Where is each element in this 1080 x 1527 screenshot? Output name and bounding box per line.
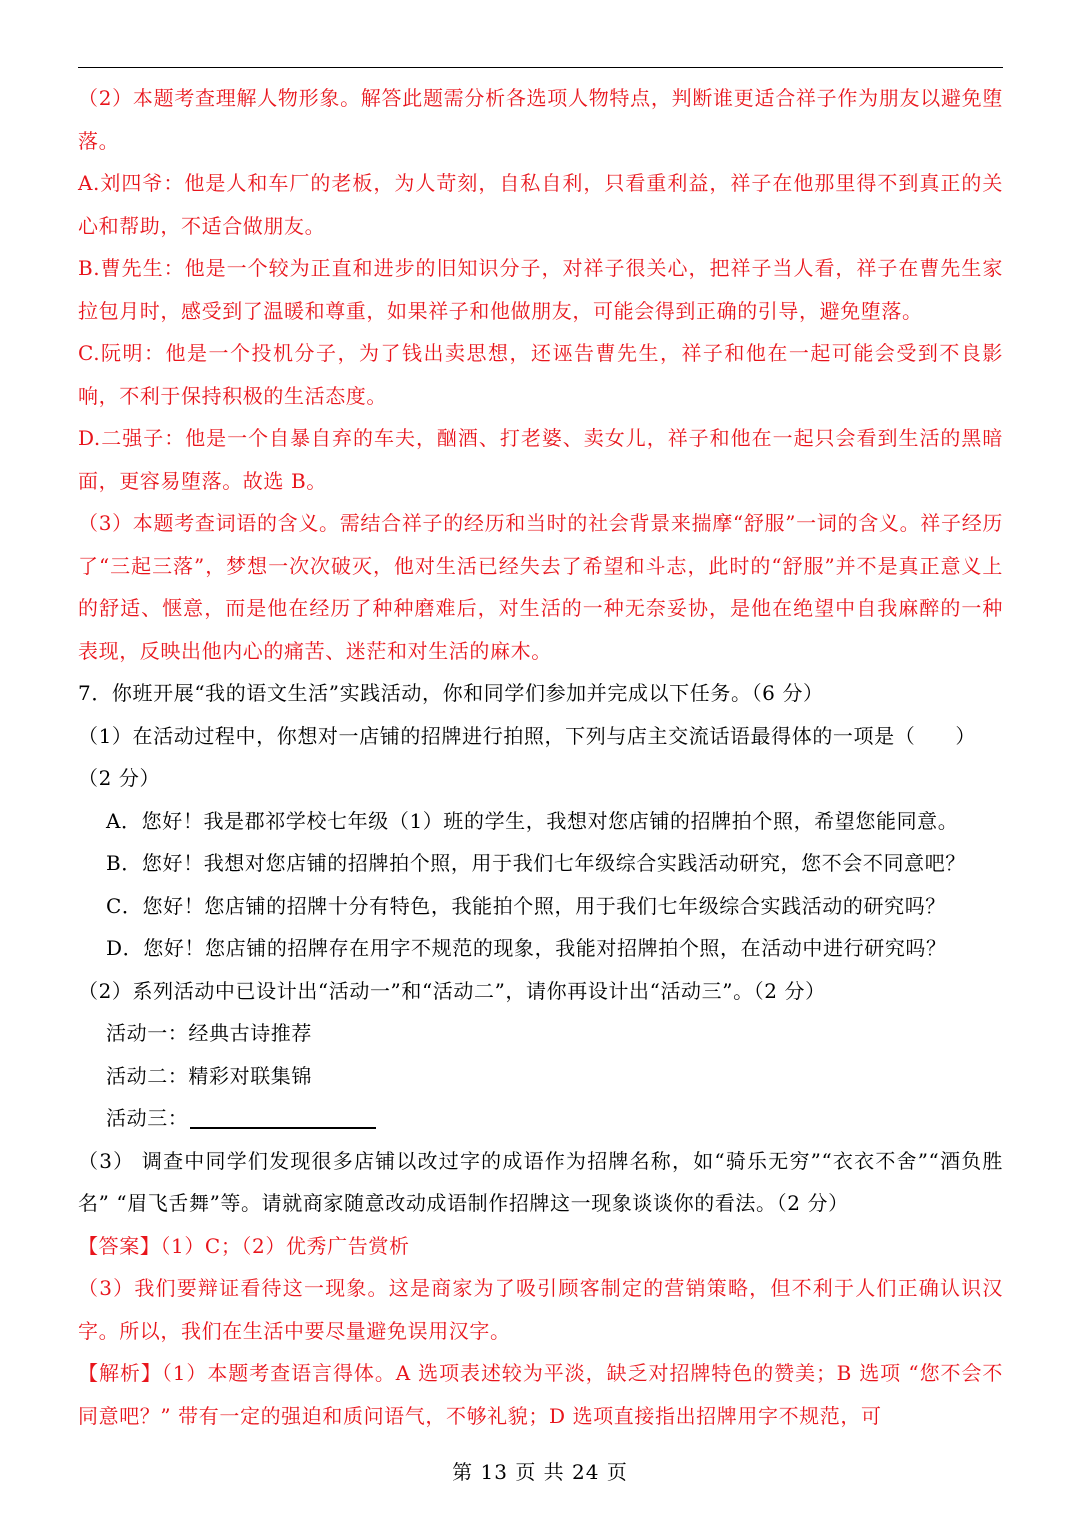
analysis-paragraph bbox=[78, 1352, 1003, 1437]
q2-option-b-explanation: B.曹先生：他是一个较为正直和进步的旧知识分子，对祥子很关心，把祥子当人看，祥子在曹先生家拉包月时，感受到了温暖和尊重，如果祥子和他做朋友，可能会得到正确的引导，避免堕落。 bbox=[78, 256, 1003, 323]
question-7-sub1-score: （2 分） bbox=[78, 766, 161, 790]
q3-explanation: （3）本题考查词语的含义。需结合祥子的经历和当时的社会背景来揣摩“舒服”一词的含义。祥子经历了“三起三落”，梦想一次次破灭，他对生活已经失去了希望和斗志，此时的“舒服”并不是真正意义上的舒适、惬意，而是他在经历了种种磨难后，对生活的一种无奈妥协，是他在绝望中自我麻醉的一种表现，反映出他内心的痛苦、迷茫和对生活的麻木。 bbox=[78, 511, 1003, 663]
answer-text: （1）C；（2）优秀广告赏析 bbox=[160, 1233, 410, 1258]
option-d: D．您好！您店铺的招牌存在用字不规范的现象，我能对招牌拍个照，在活动中进行研究吗？ bbox=[106, 936, 947, 960]
answer-label: 【答案】 bbox=[78, 1233, 161, 1258]
analysis-label: 【解析】 bbox=[78, 1361, 162, 1385]
analysis-text: （1）本题考查语言得体。A 选项表述较为平淡，缺乏对招牌特色的赞美；B 选项 “您不会不同意吧？” 带有一定的强迫和质问语气，不够礼貌；D 选项直接指出招牌用字不规范，可 bbox=[78, 1361, 1004, 1428]
answer-line bbox=[78, 1225, 1003, 1268]
option-c: C．您好！您店铺的招牌十分有特色，我能拍个照，用于我们七年级综合实践活动的研究吗？ bbox=[106, 893, 946, 918]
activity-3-blank bbox=[190, 1126, 376, 1129]
question-7-sub1 bbox=[78, 715, 1003, 758]
answer-sub3: （3）我们要辩证看待这一现象。这是商家为了吸引顾客制定的营销策略，但不利于人们正确认识汉字。所以，我们在生活中要尽量避免误用汉字。 bbox=[78, 1276, 1003, 1343]
activity-3-label: 活动三： bbox=[106, 1106, 189, 1130]
sub1-text: （1）在活动过程中，你想对一店铺的招牌进行拍照，下列与店主交流话语最得体的一项是（ bbox=[78, 723, 916, 748]
activity-2: 活动二：精彩对联集锦 bbox=[106, 1063, 312, 1088]
question-7-sub2: （2）系列活动中已设计出“活动一”和“活动二”，请你再设计出“活动三”。（2 分） bbox=[78, 978, 826, 1003]
question-7-sub3: （3） 调查中同学们发现很多店铺以改过字的成语作为招牌名称，如“骑乐无穷”“衣衣不舍”“酒负胜名” “眉飞舌舞”等。请就商家随意改动成语制作招牌这一现象谈谈你的看法。（2 分） bbox=[78, 1148, 1003, 1215]
page-footer: 第 13 页 共 24 页 bbox=[452, 1460, 628, 1484]
option-b: B．您好！我想对您店铺的招牌拍个照，用于我们七年级综合实践活动研究，您不会不同意吧？ bbox=[106, 851, 966, 875]
option-a: A．您好！我是郡祁学校七年级（1）班的学生，我想对您店铺的招牌拍个照，希望您能同意。 bbox=[106, 808, 959, 833]
q2-option-a-explanation: A.刘四爷：他是人和车厂的老板，为人苛刻，自私自利，只看重利益，祥子在他那里得不到真正的关心和帮助，不适合做朋友。 bbox=[78, 171, 1003, 238]
header-rule bbox=[78, 67, 1003, 68]
q2-option-d-explanation: D.二强子：他是一个自暴自弃的车夫，酗酒、打老婆、卖女儿，祥子和他在一起只会看到生活的黑暗面，更容易堕落。故选 B。 bbox=[78, 426, 1003, 493]
page-content bbox=[78, 77, 1003, 1437]
activity-1: 活动一：经典古诗推荐 bbox=[106, 1021, 312, 1045]
sub1-close-paren: ） bbox=[955, 723, 976, 748]
activity-3 bbox=[78, 1097, 1003, 1140]
q2-option-c-explanation: C.阮明：他是一个投机分子，为了钱出卖思想，还诬告曹先生，祥子和他在一起可能会受到不良影响，不利于保持积极的生活态度。 bbox=[78, 341, 1003, 408]
q2-explanation-title: （2）本题考查理解人物形象。解答此题需分析各选项人物特点，判断谁更适合祥子作为朋友以避免堕落。 bbox=[78, 86, 1003, 153]
question-7-stem: 7．你班开展“我的语文生活”实践活动，你和同学们参加并完成以下任务。（6 分） bbox=[78, 681, 824, 705]
